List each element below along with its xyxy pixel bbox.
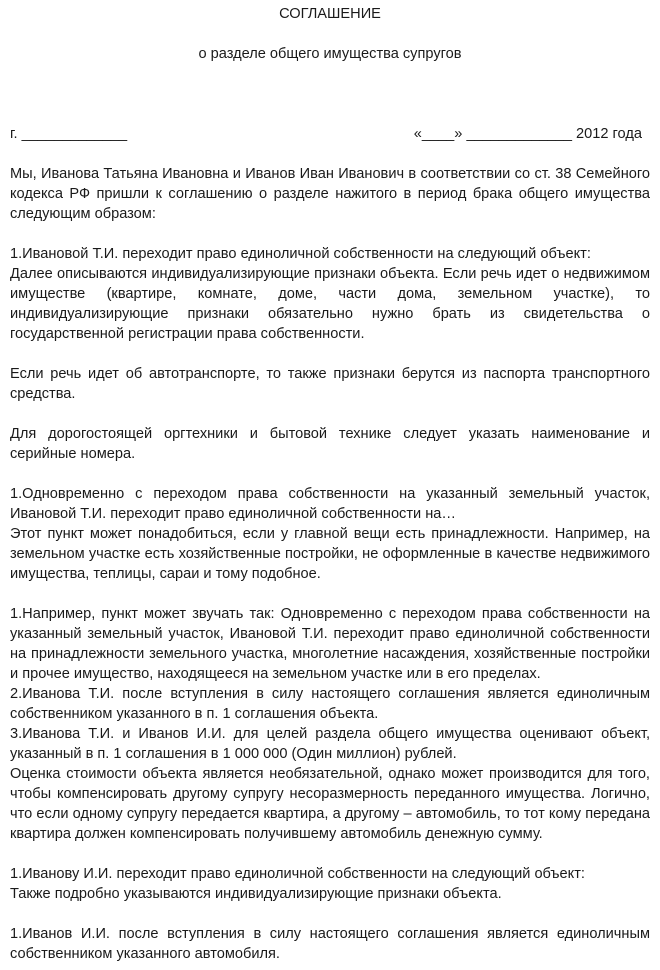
accessories-note: Этот пункт может понадобиться, если у главной вещи есть принадлежности. Например, на земельном участке есть хозяйственные постройки, не оформленные в качестве недвижимого имущества, теплицы, сараи и тому подобное. (10, 526, 650, 582)
equipment-note: Для дорогостоящей оргтехники и бытовой технике следует указать наименование и серийные номера. (10, 426, 650, 462)
vehicle-note: Если речь идет об автотранспорте, то также признаки берутся из паспорта транспортного средства. (10, 366, 650, 402)
date-field: «____» _____________ 2012 года (413, 126, 642, 142)
clause-2: 2.Иванова Т.И. после вступления в силу настоящего соглашения является единоличным собственником указанного в п. 1 соглашения объекта. (10, 686, 650, 722)
clause-1-description: Далее описываются индивидуализирующие признаки объекта. Если речь идет о недвижимом имуществе (квартире, комнате, доме, части дома, земельном участке), то индивидуализирующие признаки обязательно нужно брать из свидетельства о государственной регистрации права собственности. (10, 266, 650, 342)
clause-1-heading: 1.Ивановой Т.И. переходит право единоличной собственности на следующий объект: (10, 246, 591, 262)
clause-husband-description: Также подробно указываются индивидуализирующие признаки объекта. (10, 886, 502, 902)
document-subtitle: о разделе общего имущества супругов (198, 46, 462, 62)
clause-3: 3.Иванова Т.И. и Иванов И.И. для целей раздела общего имущества оценивают объект, указанный в п. 1 соглашения в 1 000 000 (Один миллион) рублей. (10, 726, 650, 762)
clause-husband-ownership: 1.Иванов И.И. после вступления в силу настоящего соглашения является единоличным собственником указанного автомобиля. (10, 926, 650, 962)
clause-husband-heading: 1.Иванову И.И. переходит право единоличной собственности на следующий объект: (10, 866, 585, 882)
agreement-document (10, 4, 650, 964)
intro-paragraph: Мы, Иванова Татьяна Ивановна и Иванов Иван Иванович в соответствии со ст. 38 Семейного кодекса РФ пришли к соглашению о разделе нажитого в период брака общего имущества следующим образом: (10, 166, 650, 222)
clause-example: 1.Например, пункт может звучать так: Одновременно с переходом права собственности на указанный земельный участок, Ивановой Т.И. переходит право единоличной собственности на принадлежности земельного участка, многолетние насаждения, хозяйственные постройки и прочее имущество, находящееся на земельном участке или в его пределах. (10, 606, 650, 682)
place-date-row (10, 124, 650, 144)
city-field: г. _____________ (10, 126, 128, 142)
document-title: СОГЛАШЕНИЕ (279, 6, 381, 22)
valuation-note: Оценка стоимости объекта является необязательной, однако может производится для того, чтобы компенсировать другому супругу несоразмерность переданного имущества. Логично, что если одному супругу передается квартира, а другому – автомобиль, то тот кому передана квартира должен компенсировать получившему автомобиль денежную сумму. (10, 766, 650, 842)
clause-accessories: 1.Одновременно с переходом права собственности на указанный земельный участок, Ивановой Т.И. переходит право единоличной собственности на… (10, 486, 650, 522)
